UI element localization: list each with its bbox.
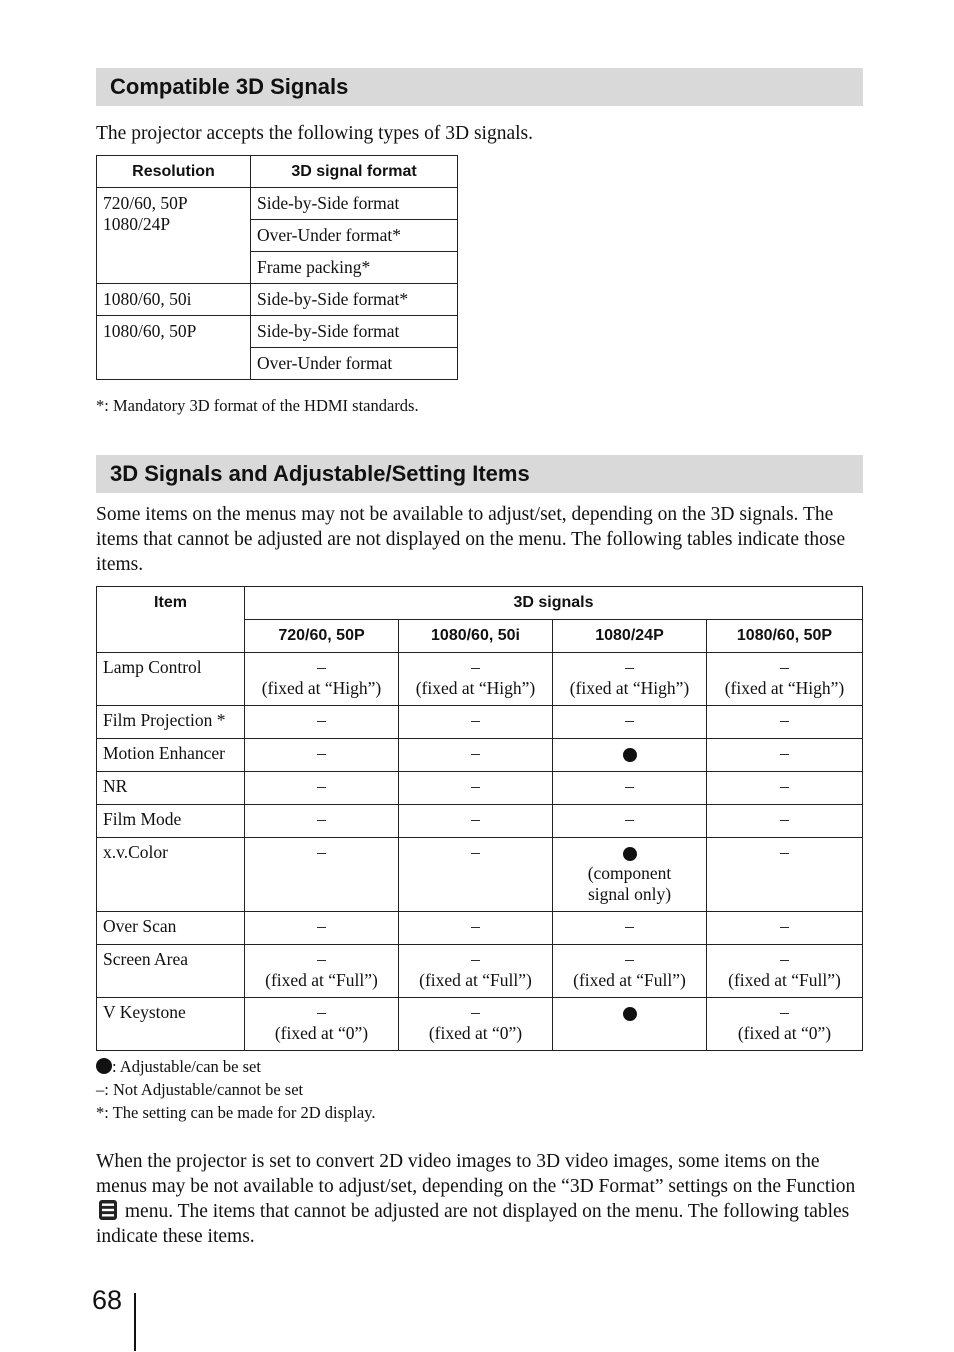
- resolution-cell: 1080/60, 50P: [97, 316, 251, 380]
- legend-not-adjustable: –: Not Adjustable/cannot be set: [96, 1080, 304, 1099]
- header-col-1080-50i: 1080/60, 50i: [399, 620, 553, 653]
- cell: [553, 945, 707, 998]
- item-name: Motion Enhancer: [97, 739, 245, 772]
- legend-adjustable: [96, 1055, 261, 1078]
- item-name: Lamp Control: [97, 653, 245, 706]
- legend-2d-setting: *: The setting can be made for 2D display.: [96, 1103, 376, 1122]
- dash: –: [707, 838, 863, 912]
- format-cell: Side-by-Side format*: [251, 284, 458, 316]
- item-name: NR: [97, 772, 245, 805]
- table-row: [97, 316, 458, 348]
- table-row: [97, 838, 863, 912]
- dash: –: [707, 805, 863, 838]
- dash: –: [707, 912, 863, 945]
- table-row: [97, 945, 863, 998]
- section1-footnote: *: Mandatory 3D format of the HDMI standards.: [96, 396, 419, 415]
- format-cell: Side-by-Side format: [251, 316, 458, 348]
- cell: [707, 945, 863, 998]
- section-title-3d-adjustable-items: 3D Signals and Adjustable/Setting Items: [96, 455, 863, 493]
- table-row: [97, 653, 863, 706]
- header-resolution: Resolution: [97, 156, 251, 188]
- dash: –: [245, 805, 399, 838]
- cell: [245, 945, 399, 998]
- cell: [553, 838, 707, 912]
- fixed-value: (fixed at “High”): [569, 678, 690, 698]
- header-item: Item: [97, 587, 245, 653]
- format-cell: Over-Under format: [251, 348, 458, 380]
- dash: –: [553, 805, 707, 838]
- format-cell: Side-by-Side format: [251, 188, 458, 220]
- table-row: [97, 772, 863, 805]
- table-row: [97, 739, 863, 772]
- dash: –: [317, 1002, 326, 1022]
- page-divider: [134, 1293, 136, 1351]
- fixed-value: (fixed at “Full”): [265, 970, 378, 990]
- function-menu-icon: [98, 1199, 118, 1221]
- fixed-value: (fixed at “0”): [428, 1023, 523, 1043]
- header-3d-signals: 3D signals: [245, 587, 863, 620]
- dash: –: [625, 657, 634, 677]
- cell: [553, 739, 707, 772]
- header-col-720: 720/60, 50P: [245, 620, 399, 653]
- dash: –: [399, 739, 553, 772]
- dash: –: [707, 739, 863, 772]
- cell: [399, 945, 553, 998]
- adjustable-items-table: [96, 586, 863, 1051]
- dash: –: [780, 657, 789, 677]
- cell: [399, 998, 553, 1051]
- table-row: [97, 998, 863, 1051]
- dash: –: [471, 949, 480, 969]
- dash: –: [245, 706, 399, 739]
- fixed-value: (fixed at “0”): [737, 1023, 832, 1043]
- item-name: Over Scan: [97, 912, 245, 945]
- resolution-cell: [97, 188, 251, 284]
- dash: –: [471, 657, 480, 677]
- dash: –: [399, 912, 553, 945]
- dash: –: [245, 739, 399, 772]
- table-header-row: [97, 156, 458, 188]
- item-name: Screen Area: [97, 945, 245, 998]
- cell: [245, 998, 399, 1051]
- resolution-text: 1080/24P: [103, 214, 171, 234]
- dash: –: [553, 772, 707, 805]
- item-name: V Keystone: [97, 998, 245, 1051]
- item-name: Film Projection *: [97, 706, 245, 739]
- filled-circle-icon: [623, 1007, 637, 1021]
- page-number: 68: [92, 1285, 123, 1315]
- component-note: signal only): [587, 884, 672, 904]
- filled-circle-icon: [96, 1058, 112, 1074]
- dash: –: [245, 838, 399, 912]
- filled-circle-icon: [623, 748, 637, 762]
- cell: [707, 653, 863, 706]
- header-col-1080-24p: 1080/24P: [553, 620, 707, 653]
- section2-outro: [96, 1149, 866, 1249]
- cell: [399, 653, 553, 706]
- fixed-value: (fixed at “Full”): [419, 970, 532, 990]
- table-row: [97, 706, 863, 739]
- item-name: x.v.Color: [97, 838, 245, 912]
- resolution-cell: 1080/60, 50i: [97, 284, 251, 316]
- fixed-value: (fixed at “0”): [274, 1023, 369, 1043]
- fixed-value: (fixed at “Full”): [573, 970, 686, 990]
- resolution-text: 720/60, 50P: [103, 193, 188, 213]
- dash: –: [780, 949, 789, 969]
- legend-text: : Adjustable/can be set: [112, 1057, 261, 1076]
- table-row: [97, 188, 458, 220]
- dash: –: [245, 912, 399, 945]
- outro-text: menu. The items that cannot be adjusted are not displayed on the menu. The following tables indicate these items.: [96, 1201, 850, 1247]
- filled-circle-icon: [623, 847, 637, 861]
- table-row: [97, 805, 863, 838]
- dash: –: [317, 949, 326, 969]
- fixed-value: (fixed at “Full”): [728, 970, 841, 990]
- header-col-1080-50p: 1080/60, 50P: [707, 620, 863, 653]
- format-cell: Frame packing*: [251, 252, 458, 284]
- format-cell: Over-Under format*: [251, 220, 458, 252]
- dash: –: [707, 706, 863, 739]
- compatible-signals-table: [96, 155, 458, 380]
- table-row: [97, 912, 863, 945]
- dash: –: [553, 912, 707, 945]
- cell: [553, 653, 707, 706]
- dash: –: [399, 706, 553, 739]
- dash: –: [399, 772, 553, 805]
- fixed-value: (fixed at “High”): [724, 678, 845, 698]
- dash: –: [553, 706, 707, 739]
- cell: [553, 998, 707, 1051]
- table-row: [97, 284, 458, 316]
- fixed-value: (fixed at “High”): [261, 678, 382, 698]
- table-header-row: [97, 587, 863, 620]
- dash: –: [471, 1002, 480, 1022]
- cell: [707, 998, 863, 1051]
- header-3d-signal-format: 3D signal format: [251, 156, 458, 188]
- dash: –: [780, 1002, 789, 1022]
- section-title-compatible-3d-signals: Compatible 3D Signals: [96, 68, 863, 106]
- cell: [245, 653, 399, 706]
- dash: –: [245, 772, 399, 805]
- dash: –: [625, 949, 634, 969]
- section1-intro: The projector accepts the following types of 3D signals.: [96, 123, 534, 144]
- component-note: (component: [587, 863, 672, 883]
- dash: –: [399, 805, 553, 838]
- fixed-value: (fixed at “High”): [415, 678, 536, 698]
- item-name: Film Mode: [97, 805, 245, 838]
- dash: –: [399, 838, 553, 912]
- dash: –: [707, 772, 863, 805]
- dash: –: [317, 657, 326, 677]
- section2-intro: Some items on the menus may not be available to adjust/set, depending on the 3D signals. The items that cannot be adjusted are not displayed on the menu. The following tables indicate those items.: [96, 504, 846, 575]
- outro-text: When the projector is set to convert 2D video images to 3D video images, some items on the menus may be not available to adjust/set, depending on the “3D Format” settings on the Function: [96, 1151, 856, 1197]
